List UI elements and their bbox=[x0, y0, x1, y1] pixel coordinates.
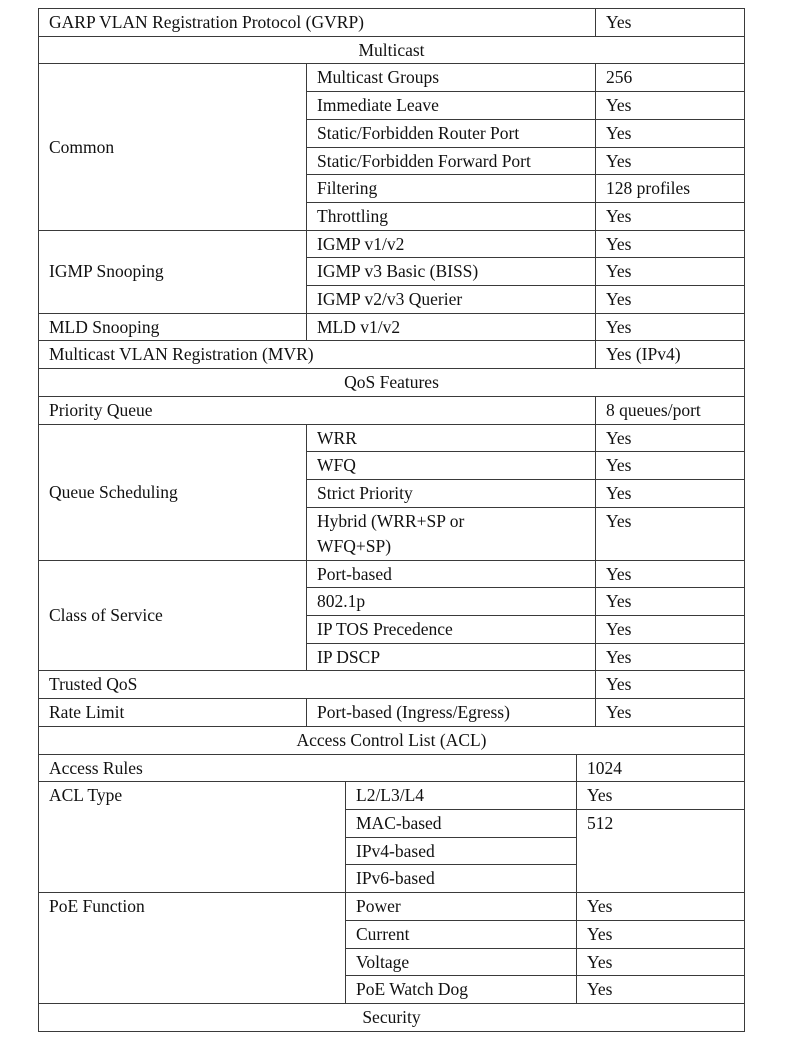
feature-value: Yes bbox=[577, 948, 745, 976]
feature-value: 1024 bbox=[577, 754, 745, 782]
feature-value: Yes bbox=[596, 92, 745, 120]
sub-feature-text: Hybrid (WRR+SP or WFQ+SP) bbox=[317, 510, 465, 556]
sub-feature: IPv6-based bbox=[346, 865, 577, 893]
sub-feature: Voltage bbox=[346, 948, 577, 976]
feature-label: GARP VLAN Registration Protocol (GVRP) bbox=[39, 9, 596, 37]
feature-value: Yes bbox=[577, 782, 745, 810]
table-row bbox=[39, 313, 745, 341]
feature-value: Yes bbox=[596, 9, 745, 37]
feature-value: Yes bbox=[596, 699, 745, 727]
sub-feature: Filtering bbox=[307, 175, 596, 203]
sub-feature: Strict Priority bbox=[307, 479, 596, 507]
table-row bbox=[39, 9, 745, 37]
feature-value: Yes bbox=[596, 147, 745, 175]
sub-feature: Throttling bbox=[307, 202, 596, 230]
sub-feature: IPv4-based bbox=[346, 837, 577, 865]
sub-feature: Port-based bbox=[307, 560, 596, 588]
group-label-igmp-snooping: IGMP Snooping bbox=[39, 230, 307, 313]
table-row bbox=[39, 396, 745, 424]
section-header-row bbox=[39, 726, 745, 754]
feature-value: 128 profiles bbox=[596, 175, 745, 203]
section-header-row bbox=[39, 36, 745, 64]
feature-value: 8 queues/port bbox=[596, 396, 745, 424]
table-row bbox=[39, 782, 745, 810]
sub-feature: IGMP v2/v3 Querier bbox=[307, 286, 596, 314]
feature-value: Yes bbox=[596, 588, 745, 616]
section-header-multicast: Multicast bbox=[39, 36, 745, 64]
group-label-common: Common bbox=[39, 64, 307, 230]
feature-value: Yes bbox=[596, 643, 745, 671]
specifications-table bbox=[38, 8, 745, 1032]
group-label-queue-scheduling: Queue Scheduling bbox=[39, 424, 307, 560]
feature-value: 256 bbox=[596, 64, 745, 92]
table-row bbox=[39, 341, 745, 369]
feature-value: Yes bbox=[596, 507, 745, 560]
feature-value: Yes bbox=[577, 893, 745, 921]
group-label-poe-function: PoE Function bbox=[39, 893, 346, 1004]
feature-value: Yes bbox=[596, 258, 745, 286]
sub-feature: PoE Watch Dog bbox=[346, 976, 577, 1004]
feature-value: Yes bbox=[596, 202, 745, 230]
feature-value: Yes bbox=[596, 560, 745, 588]
sub-feature: Port-based (Ingress/Egress) bbox=[307, 699, 596, 727]
feature-value: 512 bbox=[577, 809, 745, 892]
spec-sheet bbox=[38, 8, 744, 1032]
feature-label: Multicast VLAN Registration (MVR) bbox=[39, 341, 596, 369]
section-header-acl: Access Control List (ACL) bbox=[39, 726, 745, 754]
feature-value: Yes bbox=[596, 479, 745, 507]
feature-value: Yes bbox=[577, 920, 745, 948]
table-row bbox=[39, 699, 745, 727]
sub-feature: Static/Forbidden Forward Port bbox=[307, 147, 596, 175]
feature-value: Yes bbox=[596, 424, 745, 452]
sub-feature: Immediate Leave bbox=[307, 92, 596, 120]
sub-feature: IGMP v3 Basic (BISS) bbox=[307, 258, 596, 286]
section-header-qos: QoS Features bbox=[39, 369, 745, 397]
feature-value: Yes bbox=[596, 313, 745, 341]
feature-value: Yes bbox=[577, 976, 745, 1004]
table-row bbox=[39, 671, 745, 699]
section-header-row bbox=[39, 369, 745, 397]
group-label-acl-type: ACL Type bbox=[39, 782, 346, 893]
feature-label: Priority Queue bbox=[39, 396, 596, 424]
table-row bbox=[39, 230, 745, 258]
table-row bbox=[39, 560, 745, 588]
table-row bbox=[39, 424, 745, 452]
sub-feature: Multicast Groups bbox=[307, 64, 596, 92]
sub-feature: IGMP v1/v2 bbox=[307, 230, 596, 258]
section-header-row bbox=[39, 1003, 745, 1031]
feature-value: Yes bbox=[596, 616, 745, 644]
table-row bbox=[39, 754, 745, 782]
sub-feature: WRR bbox=[307, 424, 596, 452]
table-row bbox=[39, 893, 745, 921]
feature-label: Rate Limit bbox=[39, 699, 307, 727]
sub-feature: IP TOS Precedence bbox=[307, 616, 596, 644]
feature-label: Trusted QoS bbox=[39, 671, 596, 699]
sub-feature: 802.1p bbox=[307, 588, 596, 616]
feature-value: Yes bbox=[596, 286, 745, 314]
feature-value: Yes (IPv4) bbox=[596, 341, 745, 369]
sub-feature: L2/L3/L4 bbox=[346, 782, 577, 810]
sub-feature: IP DSCP bbox=[307, 643, 596, 671]
feature-value: Yes bbox=[596, 671, 745, 699]
group-label-mld-snooping: MLD Snooping bbox=[39, 313, 307, 341]
feature-label: Access Rules bbox=[39, 754, 577, 782]
sub-feature: Power bbox=[346, 893, 577, 921]
section-header-security: Security bbox=[39, 1003, 745, 1031]
group-label-class-of-service: Class of Service bbox=[39, 560, 307, 671]
sub-feature: Static/Forbidden Router Port bbox=[307, 119, 596, 147]
sub-feature: Current bbox=[346, 920, 577, 948]
sub-feature: MLD v1/v2 bbox=[307, 313, 596, 341]
sub-feature bbox=[307, 507, 596, 560]
table-row bbox=[39, 64, 745, 92]
sub-feature: MAC-based bbox=[346, 809, 577, 837]
feature-value: Yes bbox=[596, 230, 745, 258]
sub-feature: WFQ bbox=[307, 452, 596, 480]
feature-value: Yes bbox=[596, 119, 745, 147]
feature-value: Yes bbox=[596, 452, 745, 480]
